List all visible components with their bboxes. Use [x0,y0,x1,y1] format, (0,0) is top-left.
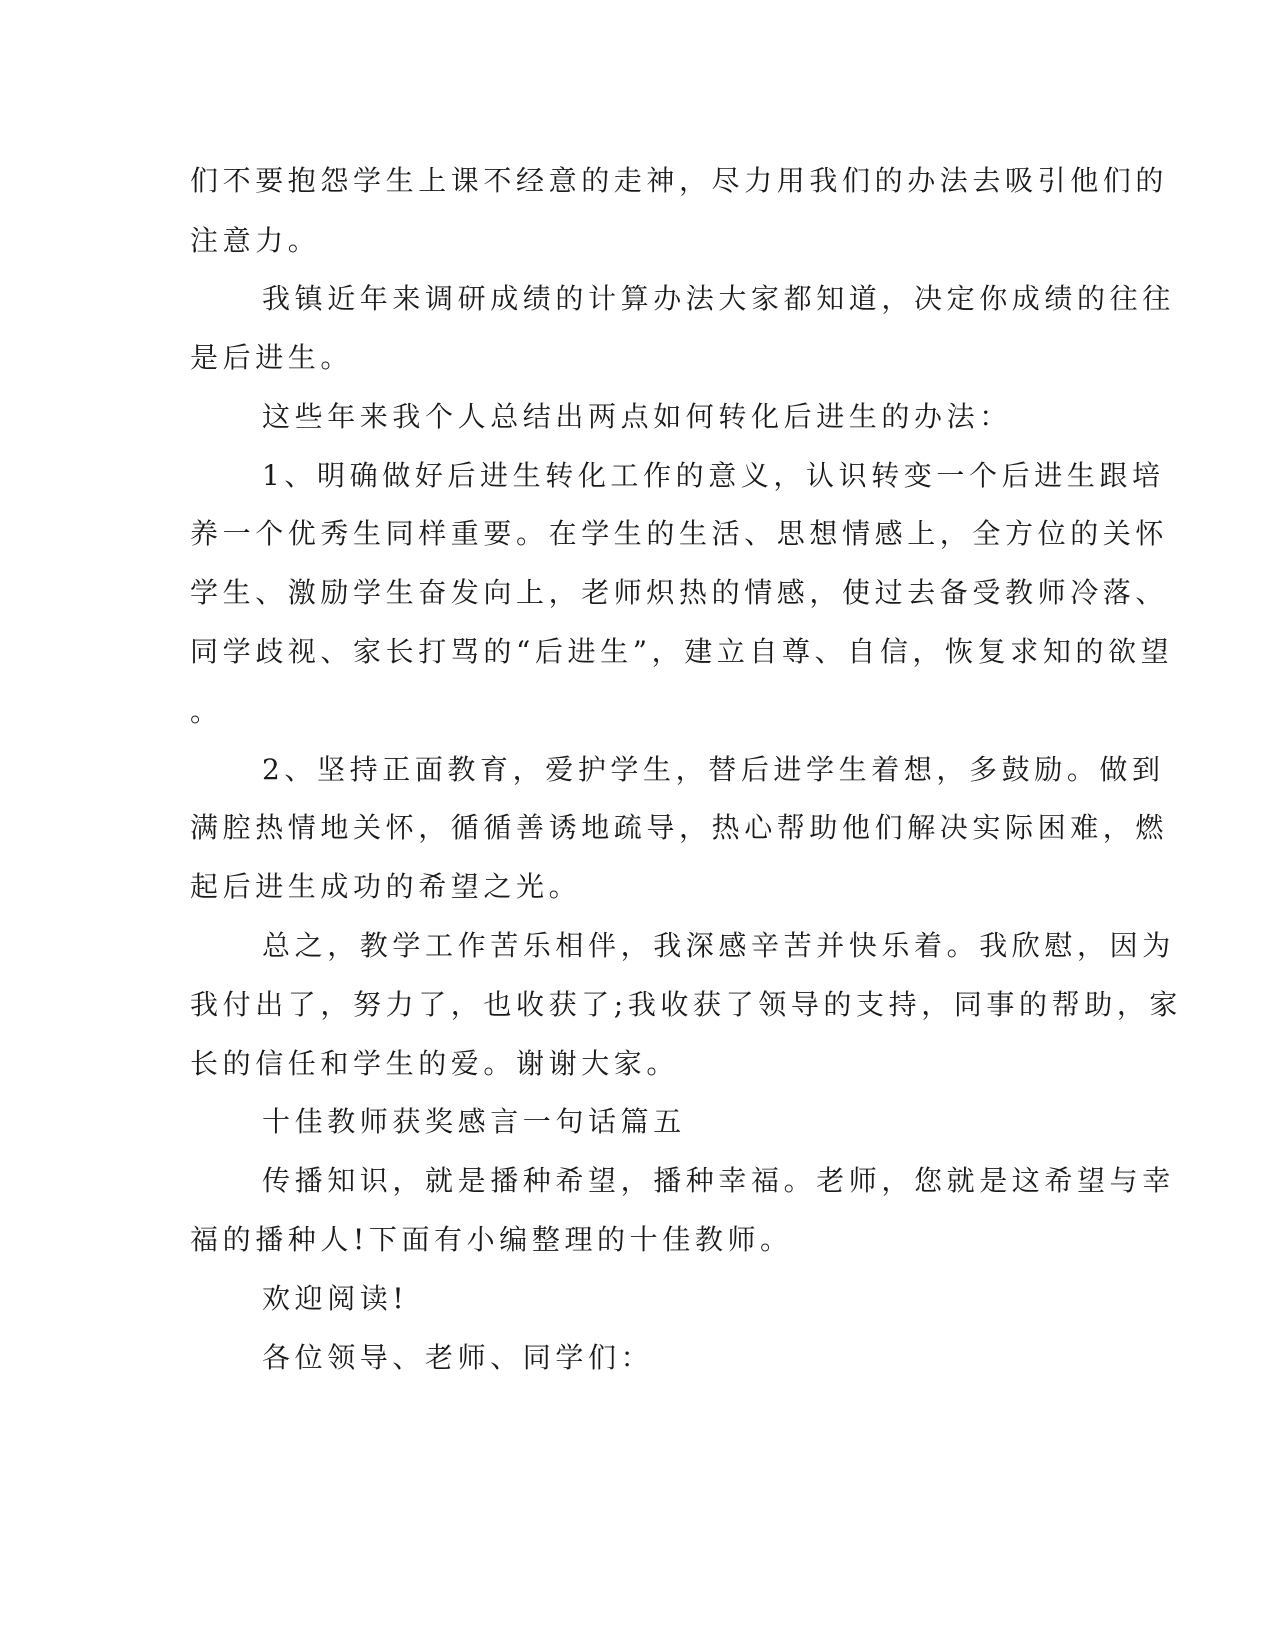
text-line: 满腔热情地关怀，循循善诱地疏导，热心帮助他们解决实际困难，燃 [190,811,1169,844]
text-line: 同学歧视、家长打骂的“后进生”，建立自尊、自信，恢复求知的欲望 [190,635,1174,668]
paragraph-line: 欢迎阅读! [262,1282,409,1315]
text-line: 学生、激励学生奋发向上，老师炽热的情感，使过去备受教师冷落、 [190,576,1169,609]
list-item-1-line: 1、明确做好后进生转化工作的意义，认识转变一个后进生跟培 [262,459,1165,492]
paragraph-line: 传播知识，就是播种希望，播种幸福。老师，您就是这希望与幸 [262,1164,1175,1197]
text-line: 们不要抱怨学生上课不经意的走神，尽力用我们的办法去吸引他们的 [190,164,1169,197]
text-line: 是后进生。 [190,341,354,374]
text-line: 养一个优秀生同样重要。在学生的生活、思想情感上，全方位的关怀 [190,517,1169,550]
text-line: 我付出了，努力了，也收获了;我收获了领导的支持，同事的帮助，家 [190,988,1183,1021]
paragraph-line: 我镇近年来调研成绩的计算办法大家都知道，决定你成绩的往往 [262,282,1175,315]
text-line: 注意力。 [190,224,321,257]
paragraph-line: 总之，教学工作苦乐相伴，我深感辛苦并快乐着。我欣慰，因为 [262,929,1175,962]
text-line: 起后进生成功的希望之光。 [190,870,582,903]
text-line: 长的信任和学生的爱。谢谢大家。 [190,1047,680,1080]
paragraph-line: 这些年来我个人总结出两点如何转化后进生的办法： [262,400,1012,433]
list-item-2-line: 2、坚持正面教育，爱护学生，替后进学生着想，多鼓励。做到 [262,753,1165,786]
text-line: 福的播种人!下面有小编整理的十佳教师。 [190,1223,793,1256]
text-line: 。 [190,695,223,728]
salutation-line: 各位领导、老师、同学们： [262,1341,654,1374]
section-title: 十佳教师获奖感言一句话篇五 [262,1105,686,1138]
